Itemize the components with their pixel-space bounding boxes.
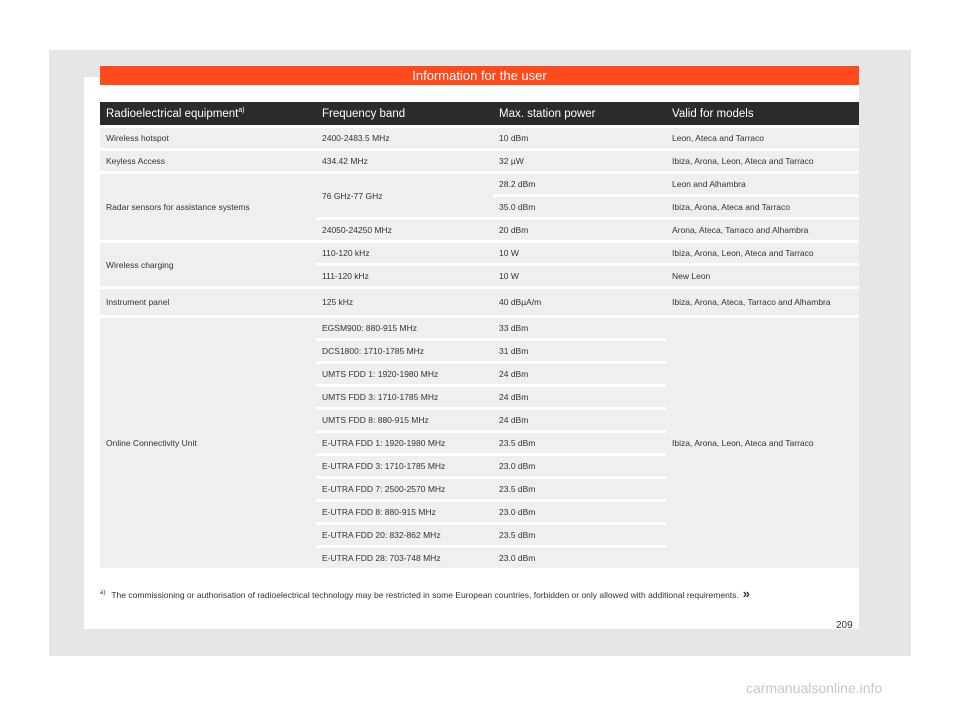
band-cell: 434.42 MHz — [316, 151, 493, 174]
power-cell: 23.0 dBm — [493, 456, 666, 479]
column-header-band: Frequency band — [316, 102, 493, 128]
power-cell: 32 µW — [493, 151, 666, 174]
models-cell: Ibiza, Arona, Ateca, Tarraco and Alhambra — [666, 289, 859, 318]
watermark: carmanualsonline.info — [746, 680, 883, 696]
table-row — [100, 151, 859, 174]
column-header-power: Max. station power — [493, 102, 666, 128]
table-row — [100, 174, 859, 197]
band-cell: UMTS FDD 8: 880-915 MHz — [316, 410, 493, 433]
footnote-marker: a) — [100, 590, 106, 597]
band-cell: E-UTRA FDD 28: 703-748 MHz — [316, 548, 493, 571]
section-header: Information for the user — [100, 66, 859, 85]
power-cell: 31 dBm — [493, 341, 666, 364]
equipment-cell: Online Connectivity Unit — [100, 318, 316, 571]
models-cell: New Leon — [666, 266, 859, 289]
footnote — [100, 586, 860, 601]
continue-icon: » — [742, 586, 751, 601]
power-cell: 24 dBm — [493, 364, 666, 387]
band-cell: 111-120 kHz — [316, 266, 493, 289]
models-cell: Ibiza, Arona, Ateca and Tarraco — [666, 197, 859, 220]
equipment-cell: Instrument panel — [100, 289, 316, 318]
band-cell: 76 GHz-77 GHz — [316, 174, 493, 220]
radio-equipment-table — [100, 102, 859, 571]
table-row — [100, 243, 859, 266]
power-cell: 10 W — [493, 266, 666, 289]
band-cell: E-UTRA FDD 7: 2500-2570 MHz — [316, 479, 493, 502]
band-cell: 2400-2483.5 MHz — [316, 128, 493, 151]
power-cell: 23.5 dBm — [493, 479, 666, 502]
equipment-cell: Wireless charging — [100, 243, 316, 289]
band-cell: EGSM900: 880-915 MHz — [316, 318, 493, 341]
power-cell: 28.2 dBm — [493, 174, 666, 197]
footnote-ref: a) — [238, 107, 245, 115]
power-cell: 10 dBm — [493, 128, 666, 151]
band-cell: 24050-24250 MHz — [316, 220, 493, 243]
band-cell: 125 kHz — [316, 289, 493, 318]
band-cell: UMTS FDD 1: 1920-1980 MHz — [316, 364, 493, 387]
table-header-row — [100, 102, 859, 128]
footnote-text: The commissioning or authorisation of radioelectrical technology may be restricted in some European countries, forbidden or only allowed with additional requirements. — [111, 590, 739, 600]
band-cell: E-UTRA FDD 20: 832-862 MHz — [316, 525, 493, 548]
models-cell: Ibiza, Arona, Leon, Ateca and Tarraco — [666, 318, 859, 571]
power-cell: 23.0 dBm — [493, 548, 666, 571]
band-cell: E-UTRA FDD 3: 1710-1785 MHz — [316, 456, 493, 479]
table-row — [100, 128, 859, 151]
column-header-models: Valid for models — [666, 102, 859, 128]
power-cell: 23.5 dBm — [493, 525, 666, 548]
power-cell: 24 dBm — [493, 387, 666, 410]
band-cell: DCS1800: 1710-1785 MHz — [316, 341, 493, 364]
band-cell: E-UTRA FDD 1: 1920-1980 MHz — [316, 433, 493, 456]
power-cell: 24 dBm — [493, 410, 666, 433]
power-cell: 40 dBµA/m — [493, 289, 666, 318]
models-cell: Arona, Ateca, Tarraco and Alhambra — [666, 220, 859, 243]
band-cell: 110-120 kHz — [316, 243, 493, 266]
equipment-cell: Wireless hotspot — [100, 128, 316, 151]
models-cell: Ibiza, Arona, Leon, Ateca and Tarraco — [666, 243, 859, 266]
models-cell: Leon, Ateca and Tarraco — [666, 128, 859, 151]
band-cell: E-UTRA FDD 8: 880-915 MHz — [316, 502, 493, 525]
page-number: 209 — [836, 620, 853, 631]
models-cell: Leon and Alhambra — [666, 174, 859, 197]
table-row — [100, 318, 859, 341]
power-cell: 10 W — [493, 243, 666, 266]
equipment-cell: Radar sensors for assistance systems — [100, 174, 316, 243]
power-cell: 23.0 dBm — [493, 502, 666, 525]
power-cell: 20 dBm — [493, 220, 666, 243]
power-cell: 23.5 dBm — [493, 433, 666, 456]
power-cell: 35.0 dBm — [493, 197, 666, 220]
equipment-cell: Keyless Access — [100, 151, 316, 174]
table-row — [100, 289, 859, 318]
models-cell: Ibiza, Arona, Leon, Ateca and Tarraco — [666, 151, 859, 174]
column-header-equipment: Radioelectrical equipment$^{a)}$ — [100, 102, 316, 128]
power-cell: 33 dBm — [493, 318, 666, 341]
band-cell: UMTS FDD 3: 1710-1785 MHz — [316, 387, 493, 410]
